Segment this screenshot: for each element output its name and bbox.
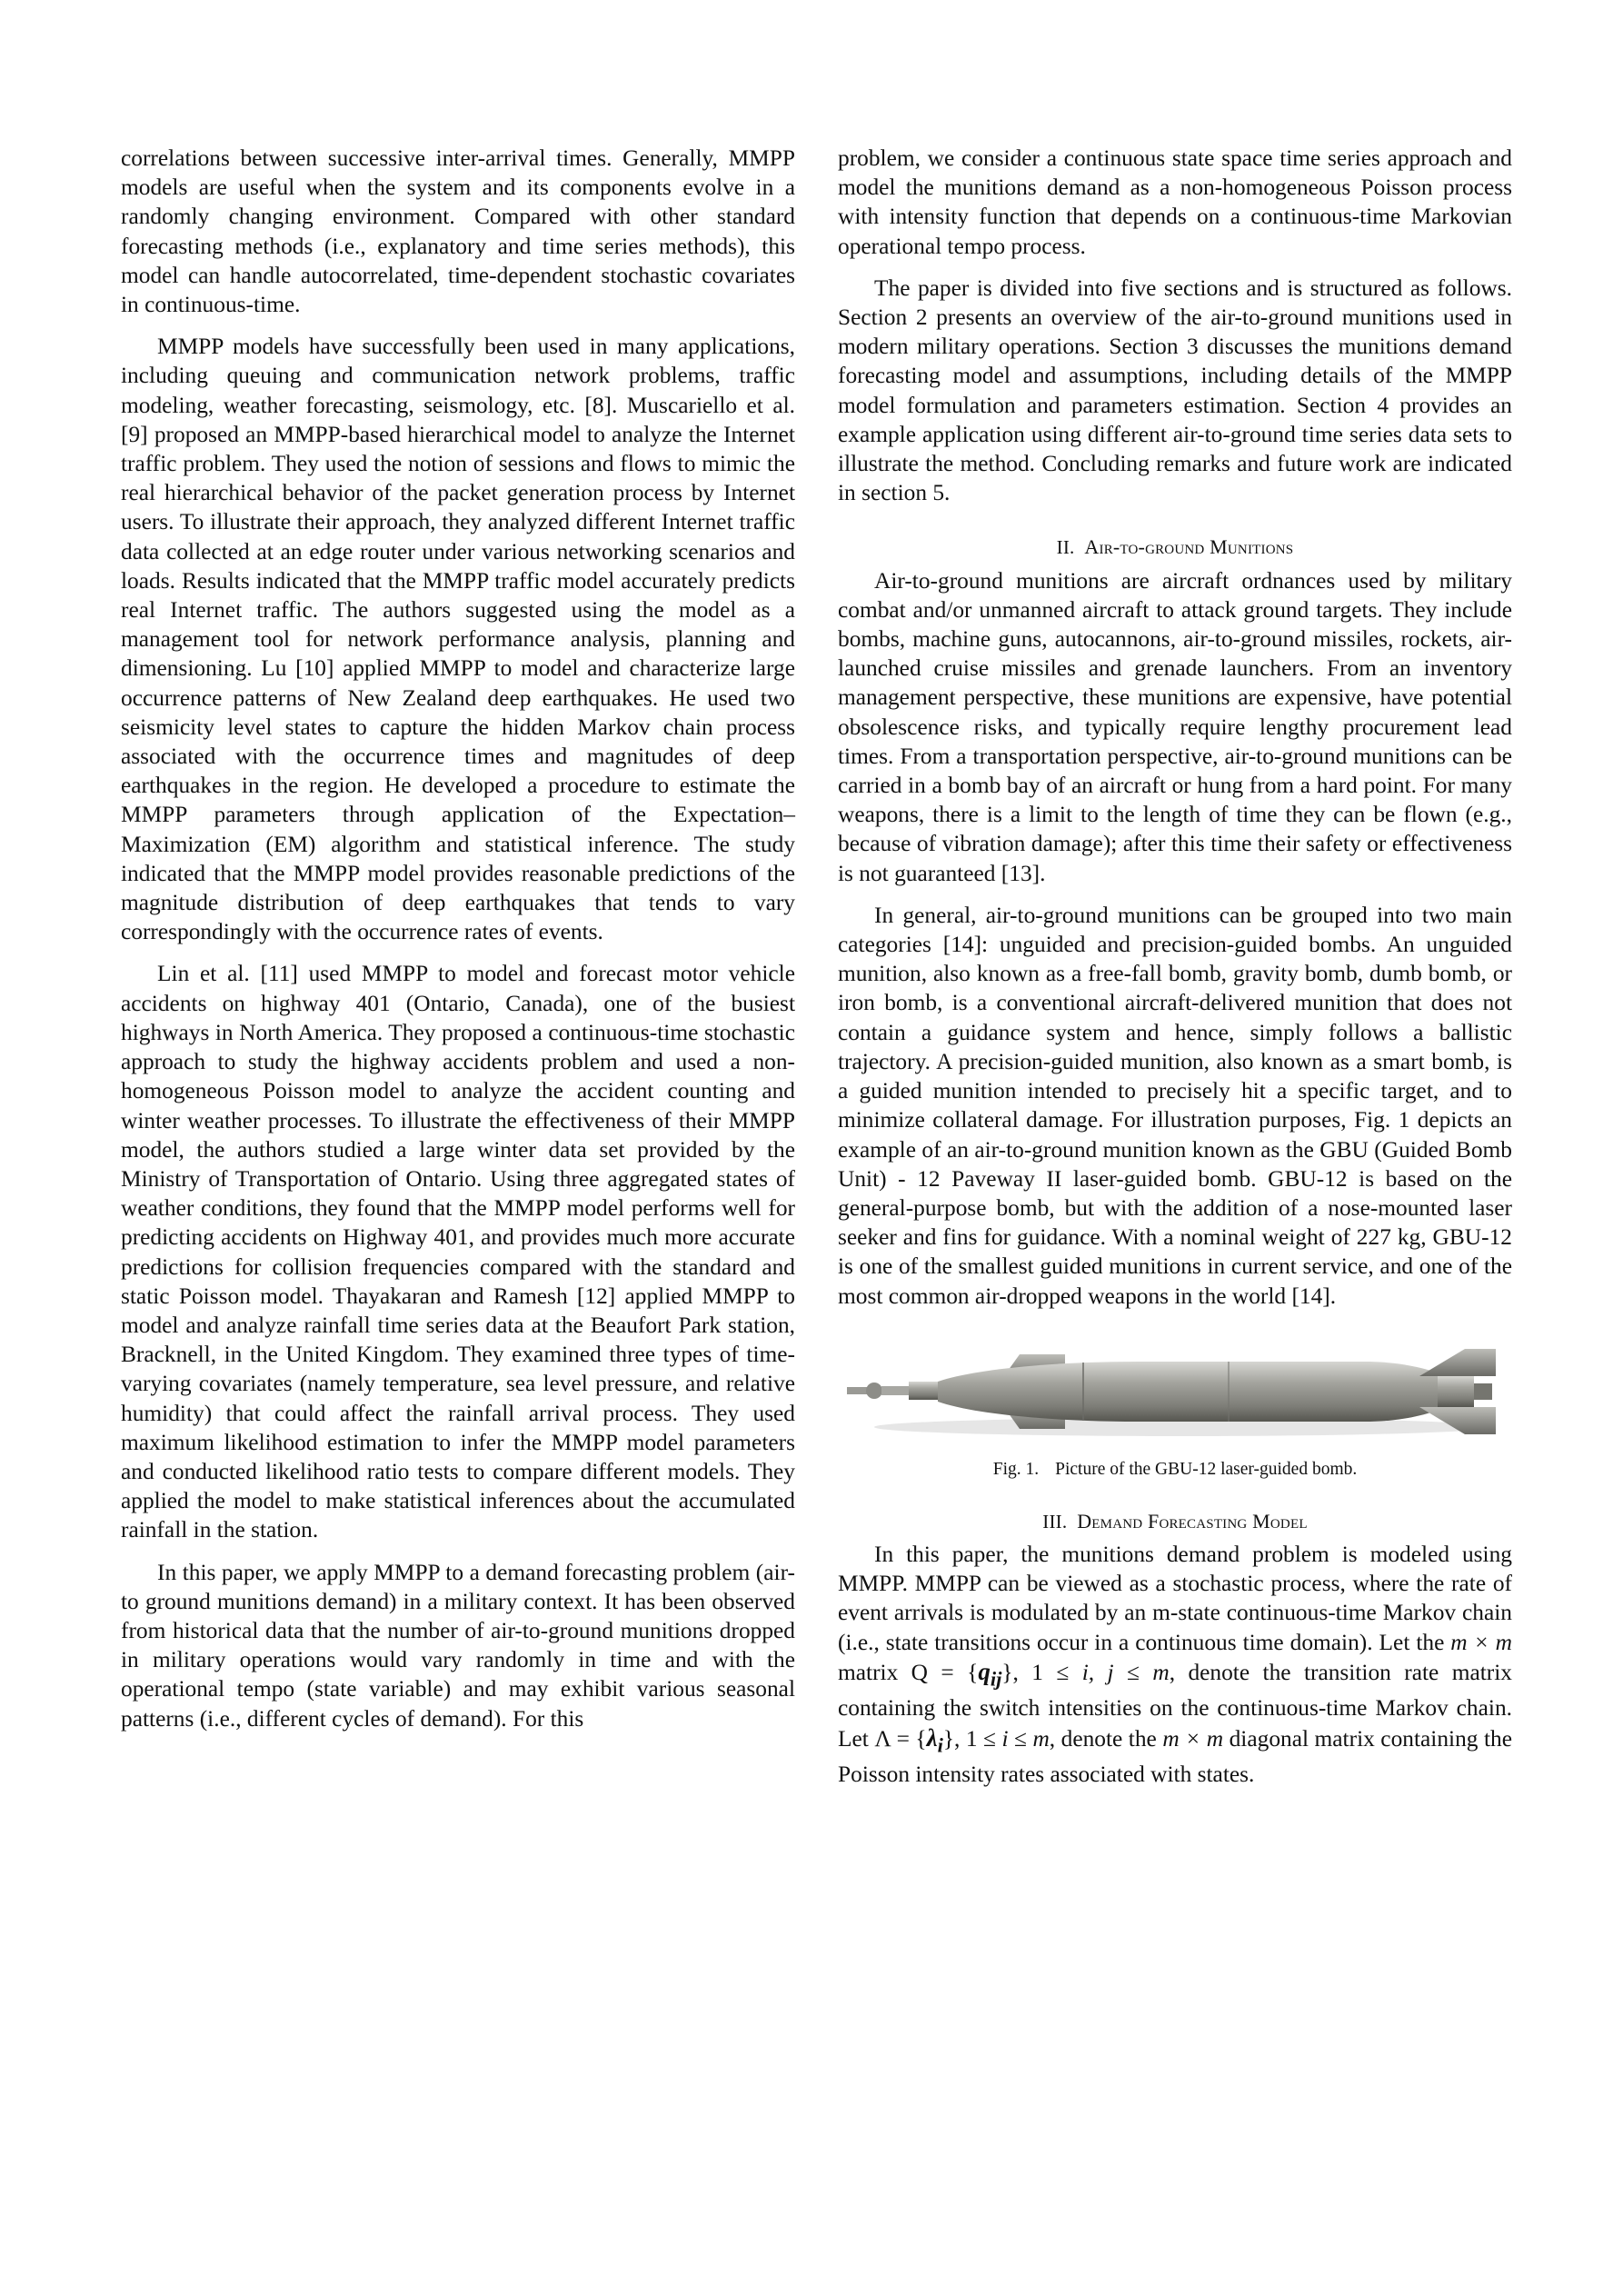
left-column — [121, 144, 795, 1746]
text-run: , denote the — [1049, 1725, 1163, 1752]
figure-caption-text: Picture of the GBU-12 laser-guided bomb. — [1055, 1459, 1358, 1479]
section-heading — [838, 1507, 1512, 1536]
math-var: m — [1152, 1659, 1170, 1685]
text-run: ≤ — [1008, 1725, 1033, 1752]
paragraph: Lin et al. [11] used MMPP to model and forecast motor vehicle accidents on highway 401 (Ontario, Canada), one of the busiest highways in North America. They proposed a continuous-time stochastic approach to study the highway accidents problem and used a non-homogeneous Poisson model to analyze the accident counting and winter weather processes. To illustrate the effectiveness of their MMPP model, the authors studied a large winter data set provided by the Ministry of Transportation of Ontario. Using three aggregated states of weather conditions, they found that the MMPP model performs well for predicting accidents on Highway 401, and provides much more accurate predictions for collision frequencies compared with the standard and static Poisson model. Thayakaran and Ramesh [12] applied MMPP to model and analyze rainfall time series data at the Beaufort Park station, Bracknell, in the United Kingdom. They examined three types of time-varying covariates (namely temperature, sea level pressure, and relative humidity) that could affect the rainfall arrival process. They used maximum likelihood estimation to infer the MMPP model parameters and conducted likelihood ratio tests to compare different models. They applied the model to make statistical inferences about the accumulated rainfall in the station. — [121, 961, 795, 1543]
paragraph: MMPP models have successfully been used in many applications, including queuing and communication network problems, traffic modeling, weather forecasting, seismology, etc. [8]. Muscariello et al. [9] proposed an MMPP-based hierarchical model to analyze the Internet traffic problem. They used the notion of sessions and flows to mimic the real hierarchical behavior of the packet generation process by Internet users. To illustrate their approach, they analyzed different Internet traffic data collected at an edge router under various networking scenarios and loads. Results indicated that the MMPP traffic model accurately predicts real Internet traffic. The authors suggested using the model as a management tool for network performance analysis, planning and dimensioning. Lu [10] applied MMPP to model and characterize large occurrence patterns of New Zealand deep earthquakes. He used two seismicity level states to capture the hidden Markov chain process associated with the occurrence times and magnitudes of deep earthquakes in the region. He developed a procedure to estimate the MMPP parameters through application of the Expectation–Maximization (EM) algorithm and statistical inference. The study indicated that the MMPP model provides reasonable predictions of the magnitude distribution of deep earthquakes that tends to vary correspondingly with the occurrence rates of events. — [121, 334, 795, 945]
text-run: , denote the transition rate matrix containing the switch intensities on the continuous-time Markov chain. Let Λ = { — [838, 1659, 1512, 1752]
text-run: }, 1 ≤ — [942, 1725, 1002, 1752]
paragraph: problem, we consider a continuous state space time series approach and model the munitions demand as a non-homogeneous Poisson process with intensity function that depends on a continuous-time Markovian operational tempo process. — [838, 145, 1512, 259]
paragraph: Air-to-ground munitions are aircraft ordnances used by military combat and/or unmanned aircraft to attack ground targets. They include bombs, machine guns, autocannons, air-to-ground missiles, rockets, air-launched cruise missiles and grenade launchers. From an inventory management perspective, these munitions are expensive, have potential obsolescence risks, and typically require lengthy procurement lead times. From a transportation perspective, air-to-ground munitions can be carried in a bomb bay of an aircraft or hung from a hard point. For many weapons, there is a limit to the length of time they can be flown (e.g., because of vibration damage); after this time their safety or effectiveness is not guaranteed [13]. — [838, 567, 1512, 886]
paragraph — [838, 1540, 1512, 1789]
paragraph: In this paper, we apply MMPP to a demand forecasting problem (air-to ground munitions demand) in a military context. It has been observed from historical data that the number of air-to-ground munitions dropped in military operations would vary randomly in time and with the operational tempo (state variable) and may exhibit various seasonal patterns (i.e., different cycles of demand). For this — [121, 1559, 795, 1732]
math-var: i — [1001, 1725, 1009, 1752]
paragraph: In general, air-to-ground munitions can be grouped into two main categories [14]: unguided and precision-guided bombs. An unguided munition, also known as a free-fall bomb, gravity bomb, dumb bomb, or iron bomb, is a conventional aircraft-delivered munition that does not contain a guidance system and hence, simply follows a ballistic trajectory. A precision-guided munition, also known as a smart bomb, is a guided munition intended to precisely hit a specific target, and to minimize collateral damage. For illustration purposes, Fig. 1 depicts an example of an air-to-ground munition known as the GBU (Guided Bomb Unit) - 12 Paveway II laser-guided bomb. GBU-12 is based on the general-purpose bomb, but with the addition of a nose-mounted laser seeker and fins for guidance. With a nominal weight of 227 kg, GBU-12 is one of the smallest guided munitions in current service, and one of the most common air-dropped weapons in the world [14]. — [838, 902, 1512, 1309]
section-number: II. — [1056, 536, 1075, 559]
text-run: matrix Q = { — [838, 1659, 979, 1685]
math-var: m — [1032, 1725, 1050, 1752]
section-heading — [838, 533, 1512, 562]
math-var: m × m — [1162, 1725, 1224, 1752]
text-run: }, 1 ≤ — [1001, 1659, 1082, 1685]
text-run: In this paper, the munitions demand problem is modeled using MMPP. MMPP can be viewed as a stochastic process, where the rate of event arrivals is modulated by an m-state continuous-time Markov chain (i.e., state transitions occur in a continuous time domain). Let the — [838, 1541, 1512, 1655]
text-run: diagonal matrix containing the Poisson intensity rates associated with states. — [838, 1725, 1512, 1788]
math-var: i, j — [1081, 1659, 1114, 1685]
math-var: $\lambda_i$ — [926, 1723, 943, 1756]
math-var: m × m — [1450, 1629, 1512, 1655]
section-title: Air-to-ground Munitions — [1084, 535, 1294, 559]
section-title: Demand Forecasting Model — [1077, 1509, 1308, 1532]
figure-1 — [838, 1345, 1512, 1482]
math-var: $q_{ij}$ — [978, 1657, 1002, 1691]
right-column — [838, 144, 1512, 1802]
paragraph: The paper is divided into five sections and is structured as follows. Section 2 presents an overview of the air-to-ground munitions used in modern military operations. Section 3 discusses the munitions demand forecasting model and assumptions, including details of the MMPP model formulation and parameters estimation. Section 4 provides an example application using different air-to-ground time series data sets to illustrate the method. Concluding remarks and future work are indicated in section 5. — [838, 275, 1512, 506]
paragraph: correlations between successive inter-arrival times. Generally, MMPP models are useful when the system and its components evolve in a randomly changing environment. Compared with other standard forecasting methods (i.e., explanatory and time series methods), this model can handle autocorrelated, time-dependent stochastic covariates in continuous-time. — [121, 145, 795, 318]
text-run: ≤ — [1113, 1659, 1153, 1685]
bomb-image — [838, 1345, 1512, 1445]
figure-caption — [838, 1458, 1512, 1482]
section-number: III. — [1042, 1510, 1068, 1532]
figure-label: Fig. 1. — [992, 1459, 1040, 1479]
